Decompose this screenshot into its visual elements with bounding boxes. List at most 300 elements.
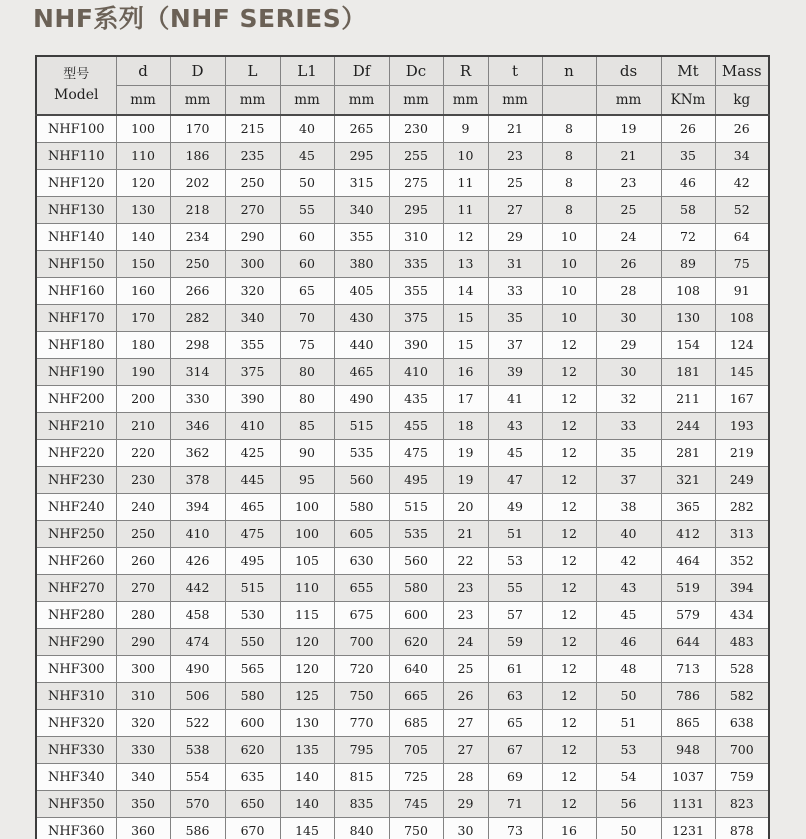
value-cell: 25 [596,197,661,224]
table-row [36,251,769,278]
column-header-n: n [542,56,596,86]
value-cell: 260 [116,548,170,575]
value-cell: 538 [170,737,225,764]
model-cell: NHF110 [36,143,116,170]
value-cell: 8 [542,115,596,143]
value-cell: 23 [443,575,488,602]
model-cell: NHF350 [36,791,116,818]
model-label-en: Model [54,86,99,103]
value-cell: 43 [596,575,661,602]
value-cell: 30 [596,359,661,386]
table-row [36,494,769,521]
value-cell: 725 [389,764,443,791]
value-cell: 320 [225,278,280,305]
value-cell: 464 [661,548,715,575]
value-cell: 51 [596,710,661,737]
value-cell: 675 [334,602,389,629]
value-cell: 48 [596,656,661,683]
value-cell: 120 [280,629,334,656]
header-unit-row [36,86,769,116]
column-unit-dc: mm [389,86,443,116]
value-cell: 823 [715,791,769,818]
value-cell: 130 [116,197,170,224]
value-cell: 865 [661,710,715,737]
value-cell: 125 [280,683,334,710]
value-cell: 55 [488,575,542,602]
value-cell: 28 [443,764,488,791]
value-cell: 43 [488,413,542,440]
value-cell: 362 [170,440,225,467]
value-cell: 230 [116,467,170,494]
model-cell: NHF310 [36,683,116,710]
value-cell: 330 [170,386,225,413]
value-cell: 69 [488,764,542,791]
value-cell: 394 [715,575,769,602]
value-cell: 665 [389,683,443,710]
value-cell: 786 [661,683,715,710]
model-cell: NHF220 [36,440,116,467]
value-cell: 620 [225,737,280,764]
model-cell: NHF270 [36,575,116,602]
value-cell: 948 [661,737,715,764]
value-cell: 12 [542,521,596,548]
value-cell: 300 [116,656,170,683]
value-cell: 145 [715,359,769,386]
value-cell: 181 [661,359,715,386]
value-cell: 49 [488,494,542,521]
column-header-dc: Dc [389,56,443,86]
value-cell: 1231 [661,818,715,839]
value-cell: 140 [116,224,170,251]
value-cell: 45 [488,440,542,467]
value-cell: 700 [334,629,389,656]
value-cell: 26 [715,115,769,143]
value-cell: 42 [596,548,661,575]
value-cell: 346 [170,413,225,440]
value-cell: 515 [389,494,443,521]
value-cell: 9 [443,115,488,143]
value-cell: 10 [542,305,596,332]
value-cell: 55 [280,197,334,224]
value-cell: 655 [334,575,389,602]
value-cell: 12 [542,764,596,791]
value-cell: 314 [170,359,225,386]
value-cell: 37 [596,467,661,494]
value-cell: 11 [443,197,488,224]
value-cell: 105 [280,548,334,575]
value-cell: 275 [389,170,443,197]
value-cell: 26 [596,251,661,278]
value-cell: 515 [334,413,389,440]
value-cell: 12 [542,629,596,656]
value-cell: 770 [334,710,389,737]
value-cell: 495 [389,467,443,494]
value-cell: 124 [715,332,769,359]
value-cell: 64 [715,224,769,251]
value-cell: 24 [443,629,488,656]
table-row [36,170,769,197]
model-cell: NHF230 [36,467,116,494]
value-cell: 235 [225,143,280,170]
value-cell: 12 [443,224,488,251]
value-cell: 63 [488,683,542,710]
value-cell: 878 [715,818,769,839]
value-cell: 605 [334,521,389,548]
table-row [36,224,769,251]
value-cell: 298 [170,332,225,359]
column-header-mt: Mt [661,56,715,86]
value-cell: 506 [170,683,225,710]
model-cell: NHF180 [36,332,116,359]
value-cell: 528 [715,656,769,683]
value-cell: 12 [542,548,596,575]
value-cell: 600 [225,710,280,737]
value-cell: 579 [661,602,715,629]
value-cell: 355 [389,278,443,305]
value-cell: 244 [661,413,715,440]
value-cell: 535 [389,521,443,548]
value-cell: 565 [225,656,280,683]
value-cell: 550 [225,629,280,656]
value-cell: 490 [170,656,225,683]
column-unit-ds: mm [596,86,661,116]
value-cell: 315 [334,170,389,197]
column-header-mass: Mass [715,56,769,86]
value-cell: 33 [596,413,661,440]
value-cell: 29 [596,332,661,359]
value-cell: 12 [542,332,596,359]
model-cell: NHF340 [36,764,116,791]
value-cell: 425 [225,440,280,467]
value-cell: 340 [116,764,170,791]
model-cell: NHF360 [36,818,116,839]
value-cell: 11 [443,170,488,197]
model-cell: NHF250 [36,521,116,548]
value-cell: 390 [225,386,280,413]
value-cell: 27 [443,710,488,737]
value-cell: 375 [389,305,443,332]
value-cell: 1037 [661,764,715,791]
value-cell: 56 [596,791,661,818]
model-cell: NHF190 [36,359,116,386]
value-cell: 100 [280,494,334,521]
value-cell: 265 [334,115,389,143]
model-cell: NHF210 [36,413,116,440]
column-header-t: t [488,56,542,86]
value-cell: 1131 [661,791,715,818]
nhf-series-spec-table [35,55,770,839]
value-cell: 53 [596,737,661,764]
column-unit-df: mm [334,86,389,116]
value-cell: 455 [389,413,443,440]
value-cell: 8 [542,143,596,170]
table-row [36,386,769,413]
value-cell: 16 [542,818,596,839]
value-cell: 745 [389,791,443,818]
value-cell: 249 [715,467,769,494]
model-cell: NHF240 [36,494,116,521]
value-cell: 12 [542,575,596,602]
value-cell: 600 [389,602,443,629]
value-cell: 519 [661,575,715,602]
value-cell: 108 [715,305,769,332]
value-cell: 47 [488,467,542,494]
value-cell: 705 [389,737,443,764]
value-cell: 31 [488,251,542,278]
value-cell: 19 [596,115,661,143]
column-unit-mt: KNm [661,86,715,116]
value-cell: 50 [596,683,661,710]
table-row [36,413,769,440]
value-cell: 15 [443,332,488,359]
value-cell: 580 [389,575,443,602]
value-cell: 530 [225,602,280,629]
value-cell: 295 [334,143,389,170]
header-name-row [36,56,769,86]
table-row [36,278,769,305]
value-cell: 29 [488,224,542,251]
column-header-l: L [225,56,280,86]
value-cell: 380 [334,251,389,278]
model-cell: NHF300 [36,656,116,683]
value-cell: 535 [334,440,389,467]
value-cell: 750 [334,683,389,710]
value-cell: 475 [225,521,280,548]
value-cell: 483 [715,629,769,656]
value-cell: 270 [225,197,280,224]
value-cell: 375 [225,359,280,386]
value-cell: 582 [715,683,769,710]
value-cell: 240 [116,494,170,521]
value-cell: 140 [280,764,334,791]
value-cell: 160 [116,278,170,305]
value-cell: 50 [280,170,334,197]
value-cell: 10 [542,251,596,278]
value-cell: 46 [661,170,715,197]
value-cell: 80 [280,359,334,386]
value-cell: 135 [280,737,334,764]
value-cell: 40 [596,521,661,548]
value-cell: 220 [116,440,170,467]
value-cell: 25 [488,170,542,197]
model-cell: NHF200 [36,386,116,413]
column-unit-mass: kg [715,86,769,116]
value-cell: 14 [443,278,488,305]
value-cell: 19 [443,467,488,494]
column-header-ds: ds [596,56,661,86]
value-cell: 638 [715,710,769,737]
value-cell: 560 [334,467,389,494]
value-cell: 310 [389,224,443,251]
value-cell: 310 [116,683,170,710]
value-cell: 12 [542,440,596,467]
value-cell: 154 [661,332,715,359]
value-cell: 685 [389,710,443,737]
value-cell: 202 [170,170,225,197]
value-cell: 18 [443,413,488,440]
value-cell: 320 [116,710,170,737]
value-cell: 23 [443,602,488,629]
value-cell: 15 [443,305,488,332]
model-cell: NHF150 [36,251,116,278]
value-cell: 85 [280,413,334,440]
value-cell: 27 [488,197,542,224]
value-cell: 57 [488,602,542,629]
value-cell: 412 [661,521,715,548]
value-cell: 19 [443,440,488,467]
table-row [36,629,769,656]
value-cell: 522 [170,710,225,737]
value-cell: 12 [542,386,596,413]
value-cell: 180 [116,332,170,359]
value-cell: 89 [661,251,715,278]
value-cell: 495 [225,548,280,575]
column-unit-n [542,86,596,116]
value-cell: 8 [542,170,596,197]
value-cell: 8 [542,197,596,224]
value-cell: 230 [389,115,443,143]
value-cell: 300 [225,251,280,278]
value-cell: 12 [542,359,596,386]
value-cell: 266 [170,278,225,305]
value-cell: 140 [280,791,334,818]
value-cell: 12 [542,656,596,683]
value-cell: 750 [389,818,443,839]
value-cell: 150 [116,251,170,278]
value-cell: 54 [596,764,661,791]
value-cell: 10 [443,143,488,170]
value-cell: 29 [443,791,488,818]
table-row [36,764,769,791]
value-cell: 355 [225,332,280,359]
table-row [36,710,769,737]
value-cell: 51 [488,521,542,548]
value-cell: 130 [280,710,334,737]
value-cell: 28 [596,278,661,305]
table-row [36,575,769,602]
value-cell: 440 [334,332,389,359]
value-cell: 21 [443,521,488,548]
value-cell: 40 [280,115,334,143]
value-cell: 32 [596,386,661,413]
value-cell: 580 [334,494,389,521]
value-cell: 465 [334,359,389,386]
value-cell: 465 [225,494,280,521]
value-cell: 250 [116,521,170,548]
value-cell: 16 [443,359,488,386]
value-cell: 282 [715,494,769,521]
value-cell: 35 [661,143,715,170]
value-cell: 75 [715,251,769,278]
value-cell: 34 [715,143,769,170]
value-cell: 13 [443,251,488,278]
value-cell: 60 [280,251,334,278]
value-cell: 200 [116,386,170,413]
model-cell: NHF100 [36,115,116,143]
value-cell: 12 [542,494,596,521]
value-cell: 38 [596,494,661,521]
value-cell: 33 [488,278,542,305]
value-cell: 720 [334,656,389,683]
value-cell: 313 [715,521,769,548]
value-cell: 20 [443,494,488,521]
model-column-header [36,56,116,115]
model-cell: NHF260 [36,548,116,575]
value-cell: 290 [116,629,170,656]
value-cell: 42 [715,170,769,197]
value-cell: 490 [334,386,389,413]
value-cell: 210 [116,413,170,440]
value-cell: 713 [661,656,715,683]
value-cell: 835 [334,791,389,818]
column-unit-r: mm [443,86,488,116]
value-cell: 644 [661,629,715,656]
value-cell: 23 [488,143,542,170]
value-cell: 167 [715,386,769,413]
value-cell: 65 [488,710,542,737]
value-cell: 65 [280,278,334,305]
table-row [36,602,769,629]
value-cell: 120 [116,170,170,197]
value-cell: 321 [661,467,715,494]
value-cell: 570 [170,791,225,818]
value-cell: 211 [661,386,715,413]
value-cell: 100 [280,521,334,548]
value-cell: 219 [715,440,769,467]
table-row [36,521,769,548]
value-cell: 120 [280,656,334,683]
value-cell: 115 [280,602,334,629]
model-cell: NHF160 [36,278,116,305]
model-cell: NHF140 [36,224,116,251]
table-row [36,548,769,575]
value-cell: 80 [280,386,334,413]
value-cell: 670 [225,818,280,839]
column-unit-d: mm [170,86,225,116]
value-cell: 71 [488,791,542,818]
value-cell: 290 [225,224,280,251]
value-cell: 360 [116,818,170,839]
value-cell: 17 [443,386,488,413]
value-cell: 61 [488,656,542,683]
column-header-d: D [170,56,225,86]
table-row [36,332,769,359]
value-cell: 458 [170,602,225,629]
column-unit-t: mm [488,86,542,116]
value-cell: 73 [488,818,542,839]
table-row [36,305,769,332]
table-row [36,359,769,386]
value-cell: 475 [389,440,443,467]
value-cell: 186 [170,143,225,170]
value-cell: 110 [280,575,334,602]
value-cell: 365 [661,494,715,521]
model-cell: NHF290 [36,629,116,656]
value-cell: 10 [542,278,596,305]
table-row [36,115,769,143]
table-row [36,683,769,710]
value-cell: 700 [715,737,769,764]
value-cell: 282 [170,305,225,332]
model-cell: NHF120 [36,170,116,197]
value-cell: 12 [542,467,596,494]
value-cell: 26 [661,115,715,143]
value-cell: 45 [596,602,661,629]
model-cell: NHF130 [36,197,116,224]
value-cell: 426 [170,548,225,575]
column-header-df: Df [334,56,389,86]
table-row [36,791,769,818]
